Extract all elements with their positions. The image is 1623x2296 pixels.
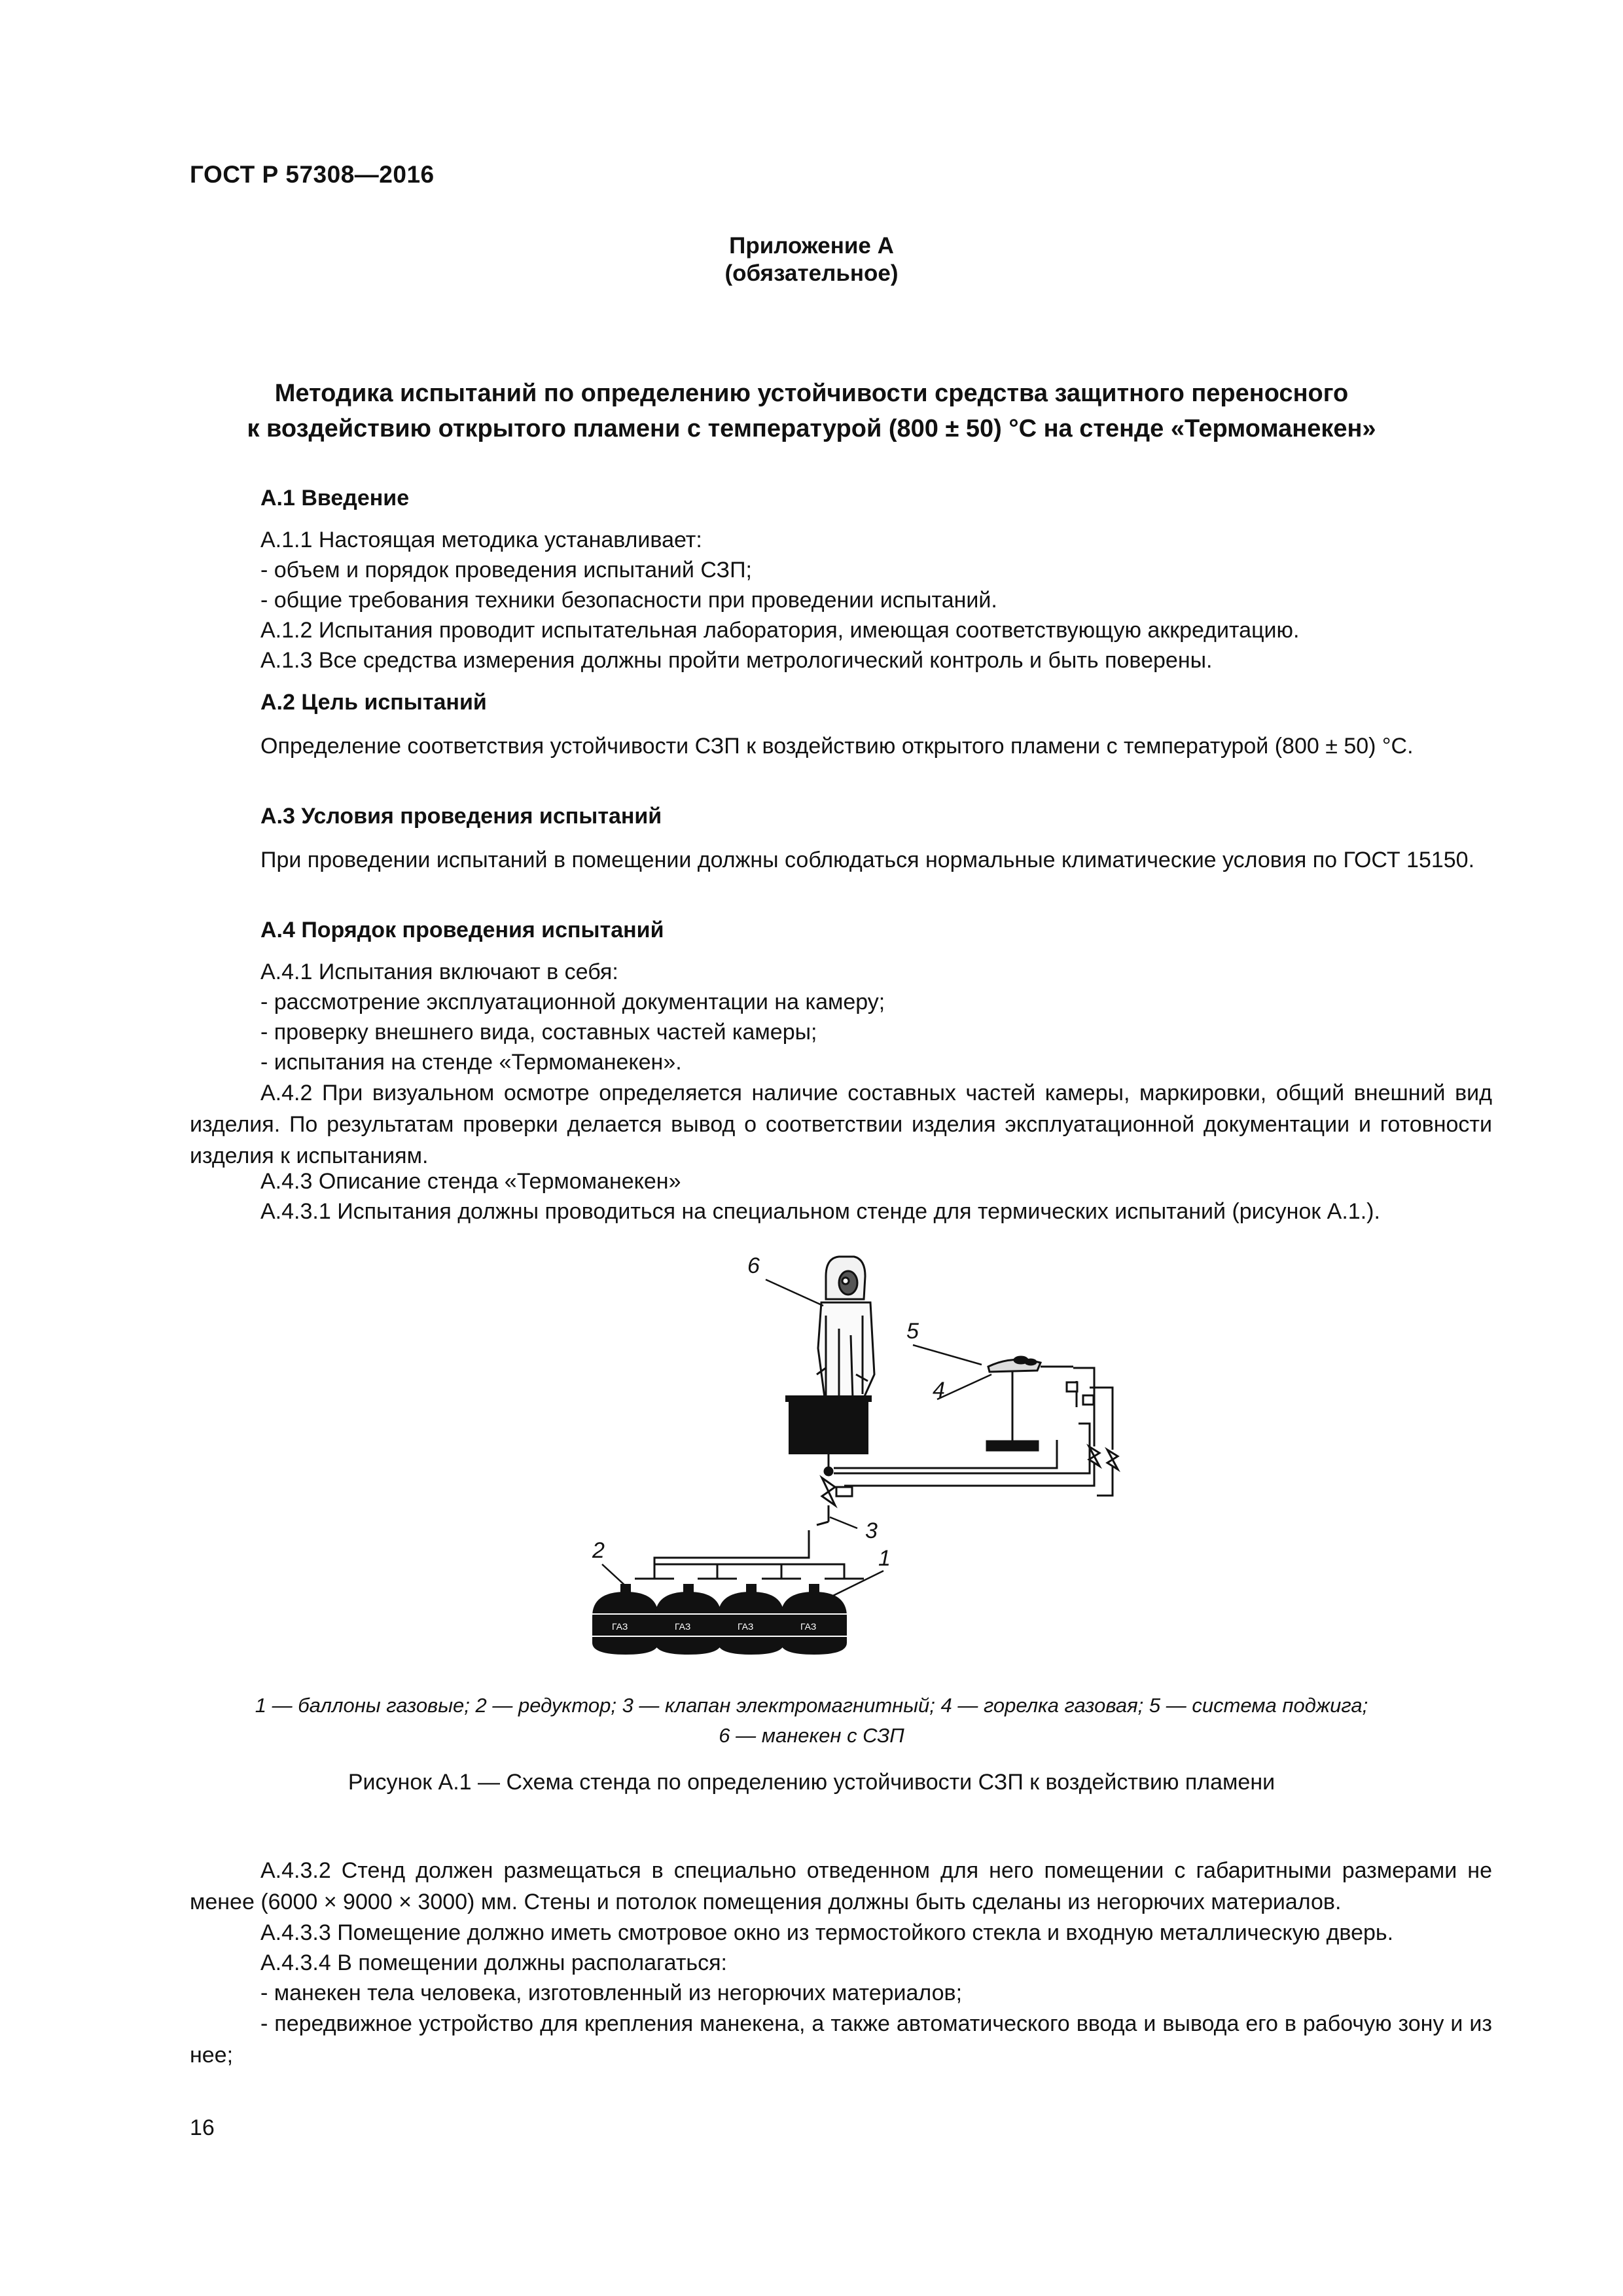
- figure-label-3: 3: [865, 1518, 878, 1543]
- svg-text:ГАЗ: ГАЗ: [612, 1621, 628, 1632]
- section-a4-line: А.4.3.3 Помещение должно иметь смотровое окно из термостойкого стекла и входную металлическую дверь.: [260, 1920, 1394, 1945]
- section-a1-line: А.1.3 Все средства измерения должны пройти метрологический контроль и быть поверены.: [260, 648, 1213, 673]
- section-a1-line: - общие требования техники безопасности при проведении испытаний.: [260, 588, 997, 613]
- section-a4-line: А.4.1 Испытания включают в себя:: [260, 960, 618, 984]
- section-a3-heading: А.3 Условия проведения испытаний: [260, 804, 662, 829]
- section-a1-line: - объем и порядок проведения испытаний СЗП;: [260, 558, 752, 583]
- solenoid-valve: [817, 1454, 852, 1525]
- document-title-line2: к воздействию открытого пламени с температурой (800 ± 50) °С на стенде «Термоманекен»: [247, 415, 1376, 442]
- figure-caption: Рисунок А.1 — Схема стенда по определению устойчивости СЗП к воздействию пламени: [348, 1770, 1275, 1795]
- gas-burner: [987, 1357, 1094, 1450]
- figure-legend-line2: 6 — манекен с СЗП: [719, 1724, 904, 1747]
- mannequin-base: [789, 1401, 868, 1454]
- section-a2-text: Определение соответствия устойчивости СЗП к воздействию открытого пламени с температурой (800 ± 50) °С.: [260, 734, 1414, 759]
- appendix-title: Приложение А: [729, 233, 894, 259]
- page-number: 16: [190, 2115, 215, 2140]
- section-a4-line: - испытания на стенде «Термоманекен».: [260, 1050, 682, 1075]
- section-a1-line: А.1.1 Настоящая методика устанавливает:: [260, 528, 702, 552]
- svg-text:ГАЗ: ГАЗ: [800, 1621, 817, 1632]
- svg-text:ГАЗ: ГАЗ: [738, 1621, 754, 1632]
- section-a4-line: А.4.3.4 В помещении должны располагаться:: [260, 1950, 727, 1975]
- section-a4-paragraph: А.4.3.2 Стенд должен размещаться в специально отведенном для него помещении с габаритными размерами не менее (6000 × 9000 × 3000) мм. Стены и потолок помещения должны быть сделаны из негорючих материалов.: [190, 1858, 1492, 1914]
- reducer-manifold: [635, 1530, 864, 1579]
- figure-label-2: 2: [592, 1538, 605, 1563]
- section-a4-paragraph: А.4.2 При визуальном осмотре определяется наличие составных частей камеры, маркировки, общий внешний вид изделия. По результатам проверки делается вывод о соответствии изделия эксплуатационной документации и готовности изделия к испытаниям.: [190, 1081, 1492, 1168]
- svg-text:ГАЗ: ГАЗ: [675, 1621, 691, 1632]
- section-a1-heading: А.1 Введение: [260, 486, 410, 511]
- section-a1-line: А.1.2 Испытания проводит испытательная лаборатория, имеющая соответствующую аккредитацию.: [260, 618, 1300, 643]
- figure-label-4: 4: [933, 1378, 945, 1403]
- section-a4-line: - манекен тела человека, изготовленный из негорючих материалов;: [260, 1981, 963, 2005]
- section-a4-line: А.4.3 Описание стенда «Термоманекен»: [260, 1169, 681, 1194]
- figure-label-5: 5: [906, 1319, 919, 1344]
- gas-cylinder: [655, 1584, 721, 1655]
- section-a2-heading: А.2 Цель испытаний: [260, 690, 487, 715]
- figure-label-1: 1: [878, 1546, 891, 1571]
- appendix-status: (обязательное): [724, 260, 899, 286]
- document-title-line1: Методика испытаний по определению устойчивости средства защитного переносного: [274, 380, 1349, 407]
- section-a4-paragraph: - передвижное устройство для крепления манекена, а также автоматического ввода и вывода его в рабочую зону и из нее;: [190, 2011, 1492, 2068]
- figure-legend-line1: 1 — баллоны газовые; 2 — редуктор; 3 — клапан электромагнитный; 4 — горелка газовая; 5 — система поджига;: [255, 1694, 1368, 1717]
- section-a4-heading: А.4 Порядок проведения испытаний: [260, 918, 664, 942]
- document-header: ГОСТ Р 57308—2016: [190, 161, 435, 188]
- section-a4-line: - проверку внешнего вида, составных частей камеры;: [260, 1020, 817, 1045]
- section-a4-line: - рассмотрение эксплуатационной документации на камеру;: [260, 990, 885, 1014]
- section-a3-text: При проведении испытаний в помещении должны соблюдаться нормальные климатические условия по ГОСТ 15150.: [260, 848, 1475, 872]
- gas-cylinder: [592, 1584, 658, 1655]
- gas-cylinder: [718, 1584, 784, 1655]
- gas-cylinders: [592, 1584, 847, 1655]
- section-a4-line: А.4.3.1 Испытания должны проводиться на специальном стенде для термических испытаний (рисунок А.1.).: [260, 1199, 1380, 1224]
- figure-label-6: 6: [747, 1253, 760, 1278]
